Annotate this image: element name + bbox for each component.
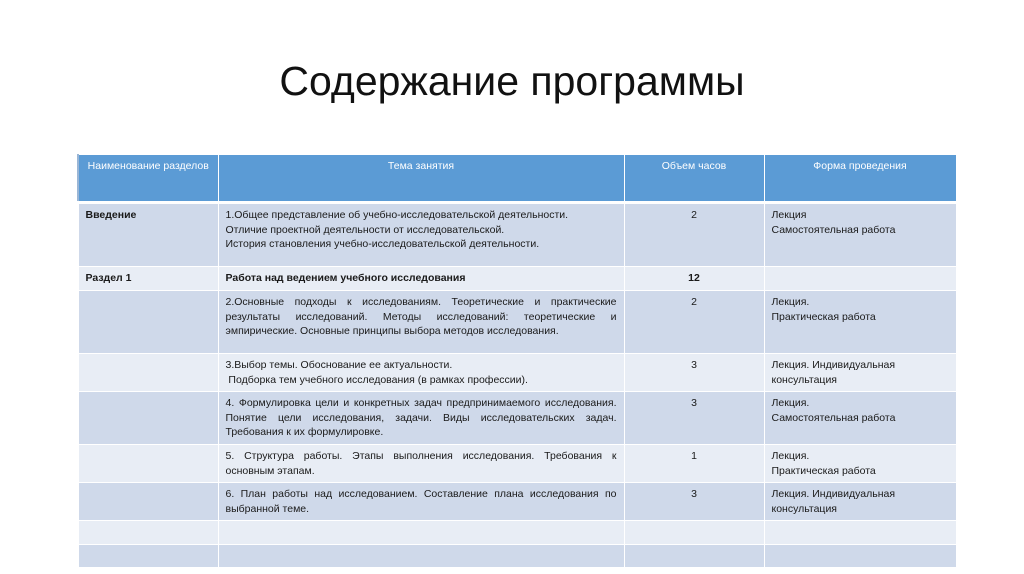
table-row: [78, 483, 956, 521]
section-cell: [78, 291, 218, 354]
table-row: [78, 203, 956, 267]
form-cell: Лекция. Индивидуальная консультация: [764, 354, 956, 392]
table-header-row: [78, 155, 956, 203]
hours-cell: 1: [624, 444, 764, 482]
hours-cell: 2: [624, 203, 764, 267]
topic-cell: 6. План работы над исследованием. Составление плана исследования по выбранной теме.: [218, 483, 624, 521]
section-cell: [78, 483, 218, 521]
form-line: Самостоятельная работа: [771, 223, 896, 236]
form-line: Самостоятельная работа: [771, 411, 896, 424]
form-cell: [764, 291, 956, 354]
program-table: [77, 154, 957, 568]
section-cell: [78, 392, 218, 445]
form-cell: [764, 392, 956, 445]
form-cell: Лекция. Индивидуальная консультация: [764, 483, 956, 521]
form-line: Лекция.: [771, 397, 810, 410]
hours-cell: [624, 545, 764, 568]
topic-cell: 5. Структура работы. Этапы выполнения исследования. Требования к основным этапам.: [218, 444, 624, 482]
form-line: Лекция: [771, 209, 807, 221]
topic-cell: 2.Основные подходы к исследованиям. Теоретические и практические результаты исследований. Методы исследований: теоретические и эмпирические. Основные принципы выбора методов исследования.: [218, 291, 624, 354]
section-cell: Раздел 1: [78, 267, 218, 291]
form-line: Практическая работа: [771, 464, 876, 477]
header-topic: Тема занятия: [218, 155, 624, 203]
topic-line: История становления учебно-исследовательской деятельности.: [225, 238, 540, 251]
table-row: [78, 267, 956, 291]
form-line: Практическая работа: [771, 310, 876, 323]
section-cell: [78, 521, 218, 545]
topic-line: Отличие проектной деятельности от исследовательской.: [225, 223, 505, 236]
table-row: [78, 291, 956, 354]
topic-cell: [218, 521, 624, 545]
hours-cell: 3: [624, 354, 764, 392]
header-hours: Объем часов: [624, 155, 764, 203]
table-row: [78, 392, 956, 445]
section-cell: [78, 545, 218, 568]
table-row: [78, 354, 956, 392]
form-line: Лекция.: [771, 449, 810, 462]
section-cell: [78, 444, 218, 482]
form-cell: [764, 203, 956, 267]
hours-cell: 2: [624, 291, 764, 354]
hours-cell: [624, 521, 764, 545]
slide-title: Содержание программы: [279, 58, 745, 104]
hours-cell: 12: [624, 267, 764, 291]
header-form: Форма проведения: [764, 155, 956, 203]
form-cell: [764, 267, 956, 291]
header-section: Наименование разделов: [78, 155, 218, 203]
topic-line: Подборка тем учебного исследования (в рамках профессии).: [225, 373, 528, 386]
form-cell: [764, 521, 956, 545]
table-row: [78, 521, 956, 545]
hours-cell: 3: [624, 392, 764, 445]
topic-cell: 4. Формулировка цели и конкретных задач предпринимаемого исследования. Понятие цели исследования, задачи. Виды исследовательских задач. Требования к их формулировке.: [218, 392, 624, 445]
topic-line: 1.Общее представление об учебно-исследовательской деятельности.: [225, 209, 569, 221]
section-cell: Введение: [78, 203, 218, 267]
hours-cell: 3: [624, 483, 764, 521]
topic-line: 3.Выбор темы. Обоснование ее актуальности.: [225, 359, 453, 371]
table-row: [78, 545, 956, 568]
topic-cell: [218, 545, 624, 568]
form-line: Лекция.: [771, 296, 810, 308]
section-cell: [78, 354, 218, 392]
topic-cell: Работа над ведением учебного исследования: [218, 267, 624, 291]
form-cell: [764, 545, 956, 568]
topic-cell: [218, 354, 624, 392]
table-row: [78, 444, 956, 482]
form-cell: [764, 444, 956, 482]
topic-cell: [218, 203, 624, 267]
